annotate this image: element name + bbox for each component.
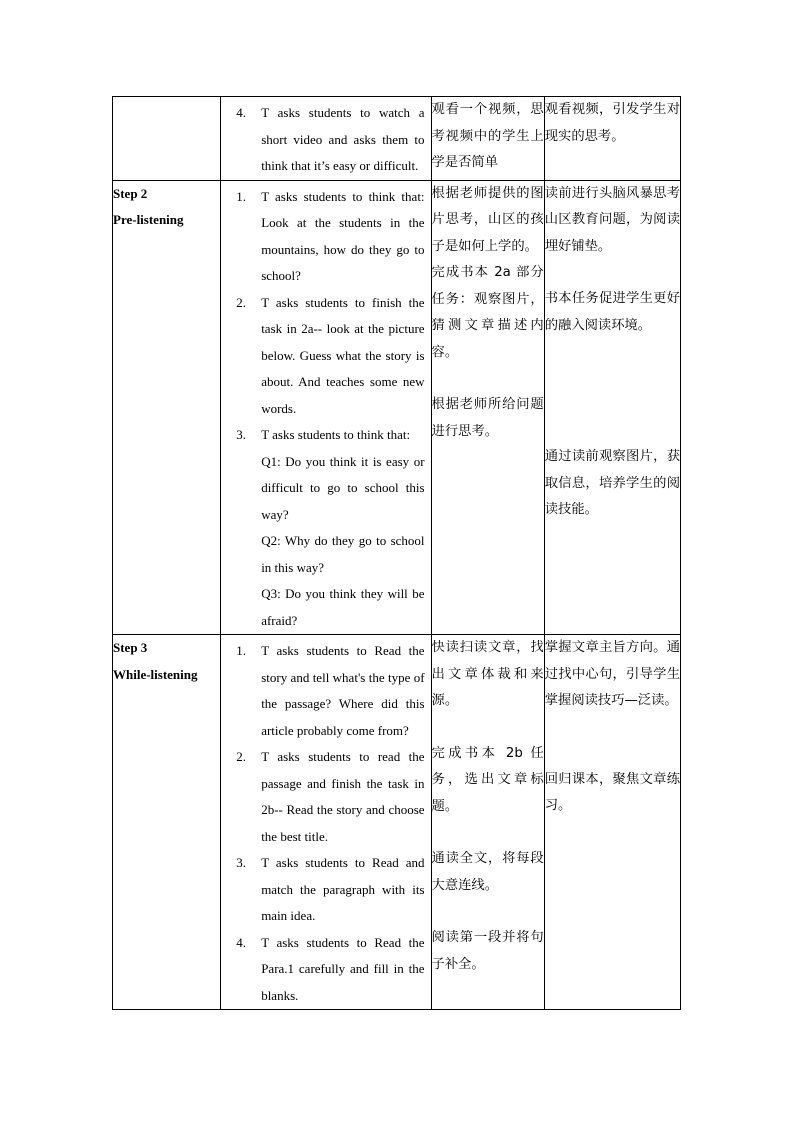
student-activity-cell [431,97,544,181]
design-aim-text: 书本任务促进学生更好的融入阅读环境。 [544,291,680,333]
design-aim-text: 读前进行头脑风暴思考山区教育问题，为阅读埋好铺垫。 [544,185,680,254]
design-aim-text: 掌握文章主旨方向。通过找中心句，引导学生掌握阅读技巧—泛读。 [544,640,680,708]
question-line: Q2: Why do they go to school in this way? [261,533,425,575]
task-text: T asks students to think that: Look at the students in the mountains, how do they go to school? [261,188,425,283]
student-activity-text: 快读扫读文章，找出文章体裁和来源。 [431,640,544,708]
student-activity-text: 通读全文，将每段大意连线。 [431,851,544,893]
task-text: T asks students to Read the story and tell what's the type of the passage? Where did this article probably come from? [261,643,425,738]
task-text: T asks students to finish the task in 2a-- look at the picture below. Guess what the story is about. And teaches some new words. [261,294,425,416]
design-aim-text: 观看视频，引发学生对现实的思考。 [544,102,680,144]
task-number: 1. [236,643,246,658]
design-aim-cell [544,180,680,635]
task-item [237,100,424,180]
task-item [237,184,424,290]
table-row [113,180,681,635]
task-number: 1. [236,188,246,204]
task-number: 3. [236,427,246,442]
task-item [237,930,424,1010]
design-aim-cell [544,635,680,1010]
step-cell [113,97,221,181]
question-line: Q3: Do you think they will be afraid? [261,586,425,628]
student-activity-text: 根据老师提供的图片思考，山区的孩子是如何上学的。 [431,185,544,254]
student-activity-text: 阅读第一段并将句子补全。 [431,930,544,972]
task-item [237,850,424,930]
student-activity-text: 完成书本 2b 任务，选出文章标题。 [431,745,544,814]
student-activity-text: 完成书本 2a 部分任务：观察图片，猜测文章描述内容。 [431,265,544,360]
task-text: T asks students to Read the Para.1 carefully and fill in the blanks. [261,934,425,1003]
student-activity-cell [431,180,544,635]
teacher-activity-cell [221,635,431,1010]
table-row [113,635,681,1010]
stage-label: While-listening [113,666,198,682]
task-item [237,744,424,850]
task-text: T asks students to think that: [261,427,411,442]
task-number: 4. [236,934,246,950]
teacher-activity-cell [221,180,431,635]
student-activity-cell [431,635,544,1010]
task-number: 3. [236,855,246,870]
task-text: T asks students to watch a short video and asks them to think that it’s easy or difficult. [261,105,425,173]
table-row [113,97,681,181]
lesson-plan-table [112,96,681,1010]
design-aim-text: 通过读前观察图片，获取信息，培养学生的阅读技能。 [544,449,680,517]
design-aim-text: 回归课本，聚焦文章练习。 [544,771,680,813]
step-cell [113,180,221,635]
task-number: 2. [236,749,246,764]
student-activity-text: 观看一个视频，思考视频中的学生上学是否简单 [431,102,544,170]
task-item [237,422,424,634]
step-cell [113,635,221,1010]
stage-label: Pre-listening [113,212,184,227]
task-number: 4. [236,105,246,120]
task-text: T asks students to Read and match the paragraph with its main idea. [261,855,425,923]
task-item [237,638,424,744]
teacher-activity-cell [221,97,431,181]
step-label: Step 2 [113,185,148,201]
step-label: Step 3 [113,640,148,655]
task-number: 2. [236,294,246,310]
design-aim-cell [544,97,680,181]
student-activity-text: 根据老师所给问题进行思考。 [431,397,544,439]
question-line: Q1: Do you think it is easy or difficult to go to school this way? [261,453,425,522]
task-item [237,290,424,423]
task-text: T asks students to read the passage and finish the task in 2b-- Read the story and choose the best title. [261,749,425,844]
